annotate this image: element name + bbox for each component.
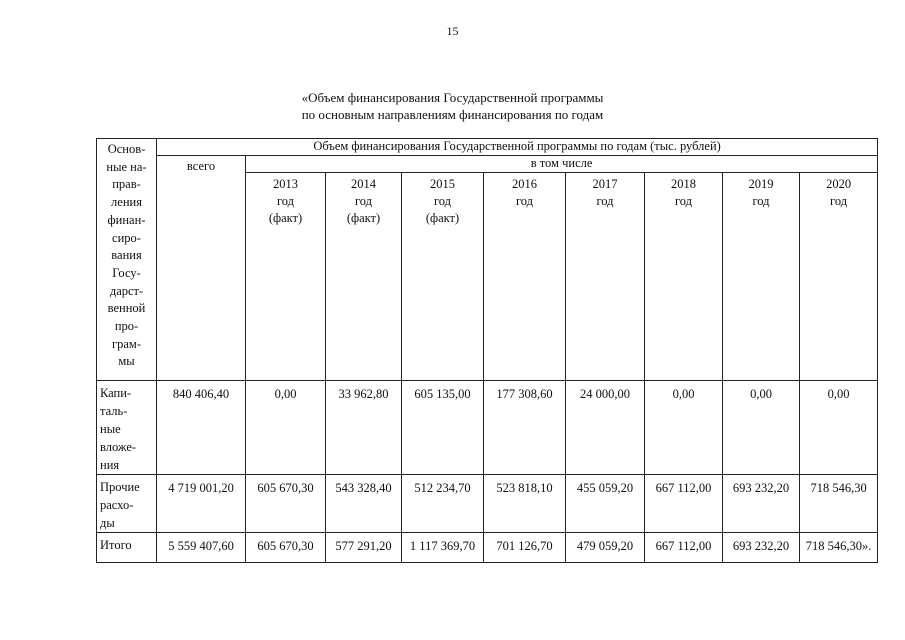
cell-total: 4 719 001,20 [157, 475, 246, 533]
year-header-2013: 2013 год (факт) [246, 173, 326, 381]
title-line-1: «Объем финансирования Государственной программы [301, 90, 604, 105]
cell-2014: 577 291,20 [326, 533, 402, 563]
year-header-2019: 2019 год [723, 173, 800, 381]
page-number: 15 [446, 24, 459, 38]
table-row-capital [97, 381, 878, 475]
row-label: Капи- таль- ные вложе- ния [97, 381, 157, 475]
cell-2020: 0,00 [800, 381, 878, 475]
cell-2016: 701 126,70 [484, 533, 566, 563]
cell-2020: 718 546,30». [800, 533, 878, 563]
table-title [0, 89, 905, 123]
year-header-2017: 2017 год [566, 173, 645, 381]
cell-total: 5 559 407,60 [157, 533, 246, 563]
cell-2019: 0,00 [723, 381, 800, 475]
year-header-2020: 2020 год [800, 173, 878, 381]
cell-2015: 1 117 369,70 [402, 533, 484, 563]
cell-2018: 667 112,00 [645, 533, 723, 563]
cell-2013: 605 670,30 [246, 475, 326, 533]
financing-table [96, 138, 878, 563]
title-line-2: по основным направлениям финансирования по годам [301, 107, 604, 122]
stub-header-text: Основ- ные на- прав- ления финан- сиро- вания Госу- дарст- венной про- грам- мы [106, 142, 147, 369]
cell-2017: 24 000,00 [566, 381, 645, 475]
year-header-2018: 2018 год [645, 173, 723, 381]
group-header: Объем финансирования Государственной программы по годам (тыс. рублей) [157, 139, 878, 156]
cell-2015: 512 234,70 [402, 475, 484, 533]
cell-2020: 718 546,30 [800, 475, 878, 533]
cell-2019: 693 232,20 [723, 475, 800, 533]
cell-2016: 177 308,60 [484, 381, 566, 475]
year-header-2014: 2014 год (факт) [326, 173, 402, 381]
cell-2013: 605 670,30 [246, 533, 326, 563]
cell-2018: 667 112,00 [645, 475, 723, 533]
table-row-other [97, 475, 878, 533]
stub-header [97, 139, 157, 381]
year-header-2016: 2016 год [484, 173, 566, 381]
year-header-2015: 2015 год (факт) [402, 173, 484, 381]
subgroup-header: в том числе [246, 156, 878, 173]
cell-2018: 0,00 [645, 381, 723, 475]
cell-2017: 455 059,20 [566, 475, 645, 533]
cell-2017: 479 059,20 [566, 533, 645, 563]
total-header: всего [157, 156, 246, 381]
table-row-total [97, 533, 878, 563]
row-label: Итого [97, 533, 157, 563]
cell-2014: 543 328,40 [326, 475, 402, 533]
cell-2013: 0,00 [246, 381, 326, 475]
cell-2015: 605 135,00 [402, 381, 484, 475]
row-label: Прочие расхо- ды [97, 475, 157, 533]
cell-2019: 693 232,20 [723, 533, 800, 563]
cell-2014: 33 962,80 [326, 381, 402, 475]
cell-total: 840 406,40 [157, 381, 246, 475]
cell-2016: 523 818,10 [484, 475, 566, 533]
